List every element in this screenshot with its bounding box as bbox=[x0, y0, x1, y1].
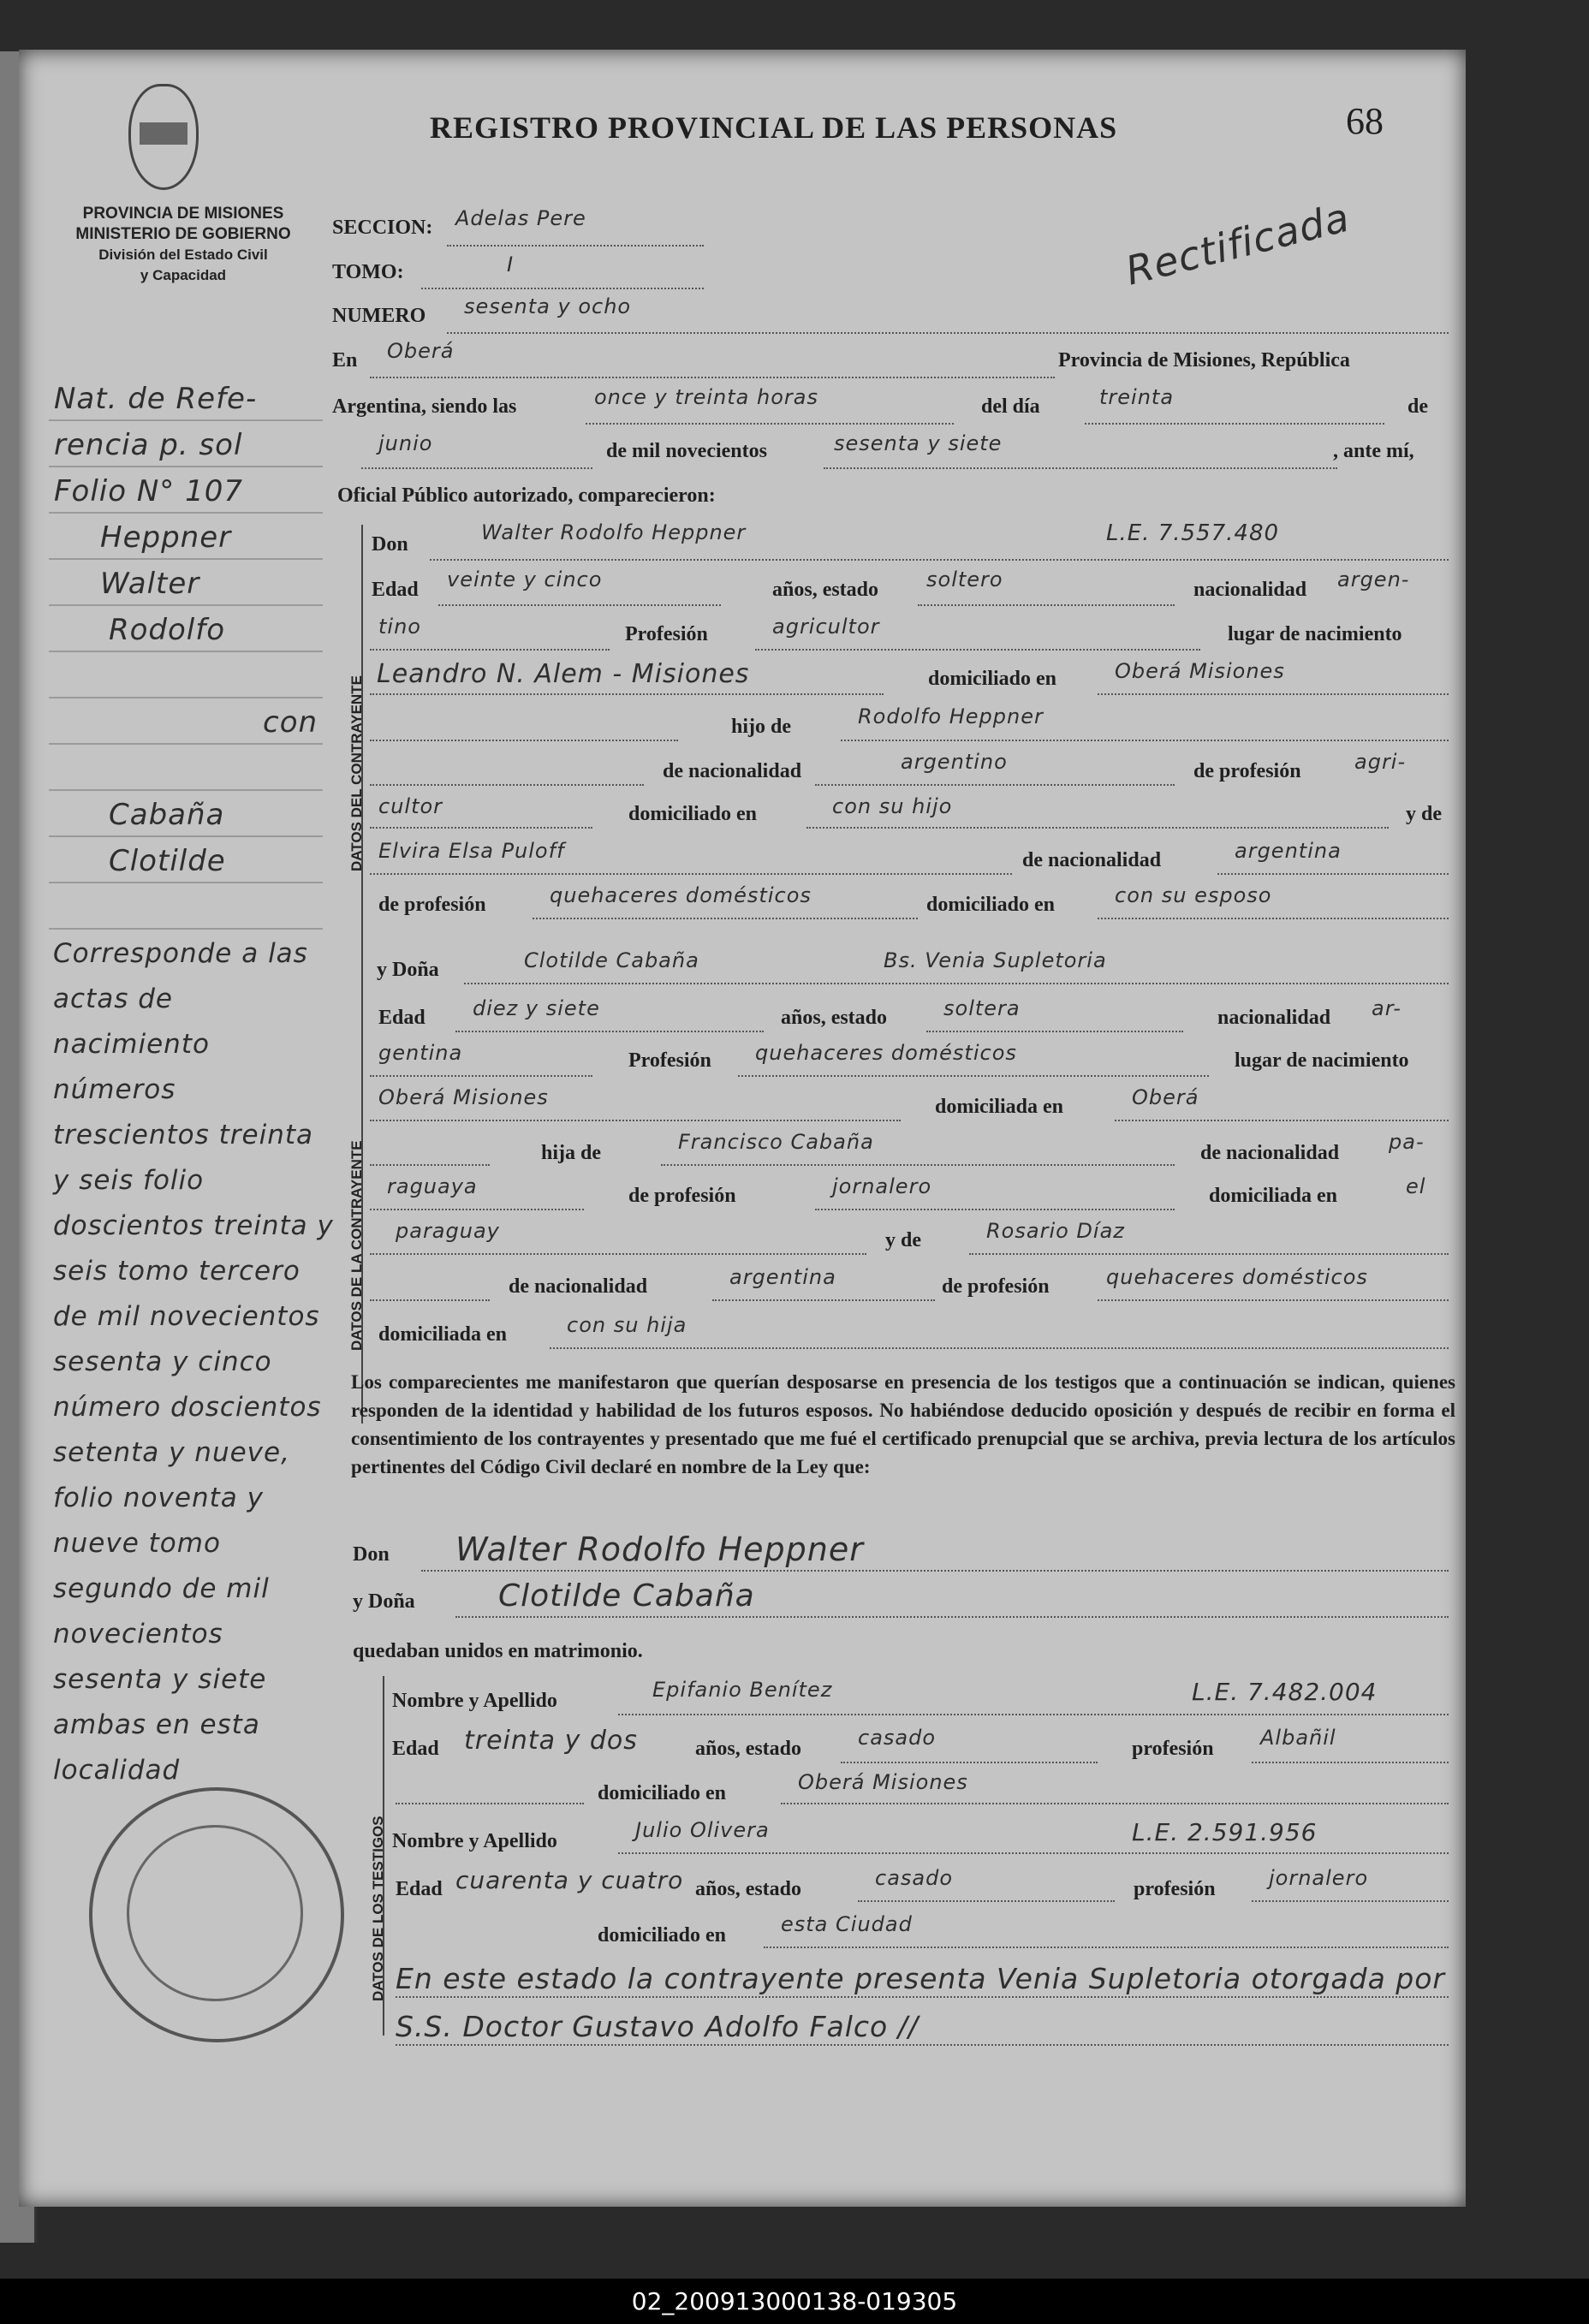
bride-padre-prof-label: de profesión bbox=[628, 1185, 736, 1207]
bride-venia: Bs. Venia Supletoria bbox=[884, 948, 1107, 972]
ante-mi-label: , ante mí, bbox=[1333, 440, 1414, 462]
groom-padre-prof: agri- bbox=[1354, 750, 1407, 774]
de-label: de bbox=[1407, 395, 1428, 418]
office-line: División del Estado Civil bbox=[98, 247, 268, 263]
bride-profesion-label: Profesión bbox=[628, 1049, 711, 1072]
bride-padre-nac-label: de nacionalidad bbox=[1200, 1142, 1340, 1164]
margin-row: Folio N° 107 bbox=[49, 467, 323, 514]
groom-madre-nac: argentina bbox=[1235, 839, 1342, 863]
bride-edad-label: Edad bbox=[378, 1007, 426, 1029]
bride-nacionalidad: ar- bbox=[1372, 996, 1402, 1020]
bride-madre-dom: con su hija bbox=[567, 1313, 687, 1337]
margin-notes bbox=[49, 375, 323, 930]
tomo-label: TOMO: bbox=[332, 261, 404, 283]
w1-domicilio: Oberá Misiones bbox=[798, 1770, 968, 1794]
margin-row: Cabaña bbox=[49, 791, 323, 837]
y-de-label: y de bbox=[1406, 803, 1442, 825]
w2-estado: casado bbox=[875, 1866, 954, 1890]
margin-row bbox=[49, 883, 323, 930]
bride-estado-label: años, estado bbox=[781, 1007, 888, 1029]
groom-profesion-label: Profesión bbox=[625, 623, 708, 645]
w1-name: Epifanio Benítez bbox=[652, 1678, 833, 1702]
page-number: 68 bbox=[1346, 100, 1384, 142]
margin-row: rencia p. sol bbox=[49, 421, 323, 467]
w2-document: L.E. 2.591.956 bbox=[1132, 1818, 1318, 1846]
bride-madre-dom-label: domiciliada en bbox=[378, 1323, 508, 1346]
w2-domicilio-label: domiciliado en bbox=[598, 1924, 727, 1947]
groom-domicilio-label: domiciliado en bbox=[928, 668, 1057, 690]
groom-padre: Rodolfo Heppner bbox=[858, 704, 1044, 728]
groom-madre-prof: quehaceres domésticos bbox=[550, 883, 812, 907]
numero-label: NUMERO bbox=[332, 305, 426, 327]
w2-domicilio: esta Ciudad bbox=[781, 1912, 913, 1936]
bride-padre-dom-label: domiciliada en bbox=[1209, 1185, 1338, 1207]
bride-lugar-nac-label: lugar de nacimiento bbox=[1235, 1049, 1409, 1072]
groom-nacionalidad-label: nacionalidad bbox=[1193, 579, 1307, 601]
bride-padre-nac-cont: raguaya bbox=[387, 1174, 478, 1198]
hijo-de-label: hijo de bbox=[731, 716, 792, 738]
bride-padre-nac: pa- bbox=[1389, 1130, 1425, 1154]
bride-madre: Rosario Díaz bbox=[986, 1219, 1125, 1243]
groom-padre-dom-label: domiciliado en bbox=[628, 803, 758, 825]
w1-document: L.E. 7.482.004 bbox=[1192, 1678, 1378, 1706]
margin-row: Walter bbox=[49, 560, 323, 606]
w1-profesion: Albañil bbox=[1260, 1726, 1336, 1750]
groom-document: L.E. 7.557.480 bbox=[1106, 520, 1280, 546]
w2-estado-label: años, estado bbox=[695, 1878, 802, 1900]
w1-edad-label: Edad bbox=[392, 1738, 439, 1760]
w1-estado-label: años, estado bbox=[695, 1738, 802, 1760]
lugar-value: Oberá bbox=[387, 339, 455, 363]
rectificada-stamp: Rectificada bbox=[1121, 193, 1354, 294]
w2-profesion-label: profesión bbox=[1134, 1878, 1216, 1900]
w1-estado: casado bbox=[858, 1726, 937, 1750]
groom-name: Walter Rodolfo Heppner bbox=[481, 520, 747, 544]
bride-estado: soltera bbox=[943, 996, 1021, 1020]
venia-note: En este estado la contrayente presenta Venia Supletoria otorgada por S.S. Doctor Gustavo Adolfo Falco // bbox=[396, 1962, 1445, 2043]
margin-row: Nat. de Refe- bbox=[49, 375, 323, 421]
bride-lugar-nac: Oberá Misiones bbox=[378, 1085, 549, 1109]
bride-y-de-label: y de bbox=[885, 1229, 921, 1251]
bride-padre-prof: jornalero bbox=[832, 1174, 932, 1198]
groom-padre-nac: argentino bbox=[901, 750, 1008, 774]
oficial-label: Oficial Público autorizado, comparecieron: bbox=[337, 484, 716, 507]
bride-padre-dom: el bbox=[1406, 1174, 1426, 1198]
w2-name: Julio Olivera bbox=[635, 1818, 770, 1842]
final-dona-label: y Doña bbox=[353, 1590, 415, 1613]
bride-nacionalidad-cont: gentina bbox=[378, 1041, 463, 1065]
w2-profesion: jornalero bbox=[1269, 1866, 1369, 1890]
bride-madre-nac-label: de nacionalidad bbox=[509, 1275, 648, 1298]
groom-madre-nac-label: de nacionalidad bbox=[1022, 849, 1162, 871]
bride-section-label: DATOS DE LA CONTRAYENTE bbox=[348, 1140, 365, 1351]
margin-row: Clotilde bbox=[49, 837, 323, 883]
office-line: PROVINCIA DE MISIONES bbox=[82, 205, 284, 223]
groom-padre-prof-label: de profesión bbox=[1193, 760, 1301, 782]
groom-madre: Elvira Elsa Puloff bbox=[378, 839, 565, 863]
coat-of-arms-icon bbox=[128, 84, 199, 190]
w1-profesion-label: profesión bbox=[1132, 1738, 1214, 1760]
groom-padre-nac-label: de nacionalidad bbox=[663, 760, 802, 782]
groom-lugar-nac: Leandro N. Alem - Misiones bbox=[377, 659, 750, 689]
anio-value: sesenta y siete bbox=[834, 431, 1003, 455]
margin-row: Heppner bbox=[49, 514, 323, 560]
en-label: En bbox=[332, 349, 358, 371]
groom-section-label: DATOS DEL CONTRAYENTE bbox=[348, 675, 365, 871]
bride-padre: Francisco Cabaña bbox=[678, 1130, 874, 1154]
final-don-label: Don bbox=[353, 1543, 390, 1566]
w1-edad: treinta y dos bbox=[464, 1726, 638, 1756]
office-block bbox=[55, 204, 312, 286]
quedaban-label: quedaban unidos en matrimonio. bbox=[353, 1640, 643, 1662]
dia-value: treinta bbox=[1099, 385, 1175, 409]
numero-value: sesenta y ocho bbox=[464, 294, 632, 318]
groom-madre-dom-label: domiciliado en bbox=[926, 894, 1056, 916]
final-dona-value: Clotilde Cabaña bbox=[498, 1578, 755, 1614]
groom-estado: soltero bbox=[926, 568, 1003, 591]
groom-lugar-nac-label: lugar de nacimiento bbox=[1228, 623, 1402, 645]
bride-profesion: quehaceres domésticos bbox=[755, 1041, 1017, 1065]
groom-nacionalidad: argen- bbox=[1337, 568, 1410, 591]
seccion-label: SECCION: bbox=[332, 217, 433, 239]
groom-padre-dom: con su hijo bbox=[832, 794, 953, 818]
bride-name: Clotilde Cabaña bbox=[524, 948, 699, 972]
argentina-label: Argentina, siendo las bbox=[332, 395, 517, 418]
hija-de-label: hija de bbox=[541, 1142, 602, 1164]
margin-row: Rodolfo bbox=[49, 606, 323, 652]
margin-row bbox=[49, 652, 323, 698]
w1-domicilio-label: domiciliado en bbox=[598, 1782, 727, 1804]
groom-madre-dom: con su esposo bbox=[1115, 883, 1272, 907]
provincia-label: Provincia de Misiones, República bbox=[1058, 349, 1350, 371]
margin-row bbox=[49, 745, 323, 791]
de-mil-label: de mil novecientos bbox=[606, 440, 767, 462]
del-dia-label: del día bbox=[981, 395, 1040, 418]
page-title: REGISTRO PROVINCIAL DE LAS PERSONAS bbox=[430, 110, 1118, 145]
bride-nacionalidad-label: nacionalidad bbox=[1217, 1007, 1331, 1029]
w1-nombre-label: Nombre y Apellido bbox=[392, 1690, 557, 1712]
don-label: Don bbox=[372, 533, 408, 556]
margin-row: con bbox=[49, 698, 323, 745]
witness-section-label: DATOS DE LOS TESTIGOS bbox=[370, 1816, 386, 2001]
w2-nombre-label: Nombre y Apellido bbox=[392, 1830, 557, 1852]
groom-edad-label: Edad bbox=[372, 579, 419, 601]
bride-edad: diez y siete bbox=[473, 996, 600, 1020]
bride-madre-prof-label: de profesión bbox=[942, 1275, 1050, 1298]
groom-madre-prof-label: de profesión bbox=[378, 894, 486, 916]
register-page bbox=[19, 50, 1466, 2207]
official-seal-icon bbox=[89, 1787, 344, 2042]
bride-madre-prof: quehaceres domésticos bbox=[1106, 1265, 1368, 1289]
y-dona-label: y Doña bbox=[377, 959, 439, 981]
bride-padre-dom-cont: paraguay bbox=[396, 1219, 500, 1243]
image-filename: 02_200913000138-019305 bbox=[0, 2279, 1589, 2324]
hora-value: once y treinta horas bbox=[594, 385, 818, 409]
declaration-text: Los comparecientes me manifestaron que querían desposarse en presencia de los testigos que a continuación se indican, quienes responden de la identidad y habilidad de los futuros esposos. No habiéndose deducido oposición y después de recibir en forma el consentimiento de los contrayentes y presentado que me fué el certificado prenupcial que se archiva, previa lectura de los artículos pertinentes del Código Civil declaré en nombre de la Ley que: bbox=[351, 1371, 1455, 1477]
seccion-value: Adelas Pere bbox=[455, 206, 586, 230]
groom-domicilio: Oberá Misiones bbox=[1115, 659, 1285, 683]
bride-madre-nac: argentina bbox=[729, 1265, 836, 1289]
groom-edad: veinte y cinco bbox=[447, 568, 603, 591]
w2-edad: cuarenta y cuatro bbox=[455, 1866, 684, 1894]
mes-value: junio bbox=[378, 431, 433, 455]
margin-correction-note: Corresponde a las actas de nacimiento números trescientos treinta y seis folio doscientos treinta y seis tomo tercero de mil novecientos sesenta y cinco número doscientos setenta y nueve, folio noventa y nueve tomo segundo de mil novecientos sesenta y siete ambas en esta localidad bbox=[53, 938, 334, 1786]
office-line: MINISTERIO DE GOBIERNO bbox=[75, 225, 291, 243]
groom-estado-label: años, estado bbox=[772, 579, 879, 601]
tomo-value: I bbox=[507, 253, 515, 276]
groom-profesion: agricultor bbox=[772, 615, 880, 639]
office-line: y Capacidad bbox=[140, 267, 227, 283]
bride-domicilio: Oberá bbox=[1132, 1085, 1199, 1109]
bride-domicilio-label: domiciliada en bbox=[935, 1096, 1064, 1118]
groom-padre-prof-cont: cultor bbox=[378, 794, 443, 818]
groom-nacionalidad-cont: tino bbox=[378, 615, 421, 639]
w2-edad-label: Edad bbox=[396, 1878, 443, 1900]
final-don-value: Walter Rodolfo Heppner bbox=[455, 1531, 864, 1568]
